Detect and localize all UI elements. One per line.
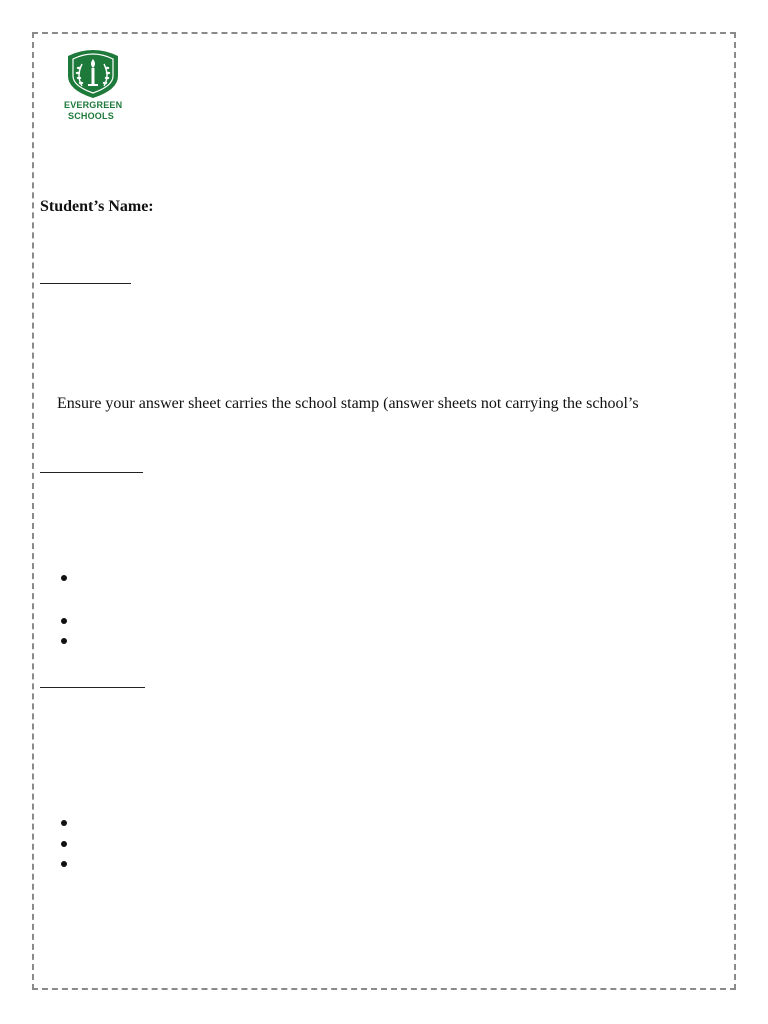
bullet-point [61,618,67,624]
student-name-underline [40,283,131,284]
school-logo-wordmark [64,100,124,122]
bullet-point [61,861,67,867]
instruction-text: Ensure your answer sheet carries the school stamp (answer sheets not carrying the school’s [57,395,639,412]
bullet-point [61,575,67,581]
school-logo [62,46,124,126]
page-border [32,32,736,990]
section-underline-2 [40,687,145,688]
bullet-point [61,638,67,644]
student-name-label: Student’s Name: [40,198,154,215]
school-logo-line1: EVERGREEN [64,100,123,110]
section-underline-1 [40,472,143,473]
school-logo-line2: SCHOOLS [68,111,114,121]
bullet-point [61,841,67,847]
school-crest-icon [62,46,124,100]
bullet-point [61,820,67,826]
